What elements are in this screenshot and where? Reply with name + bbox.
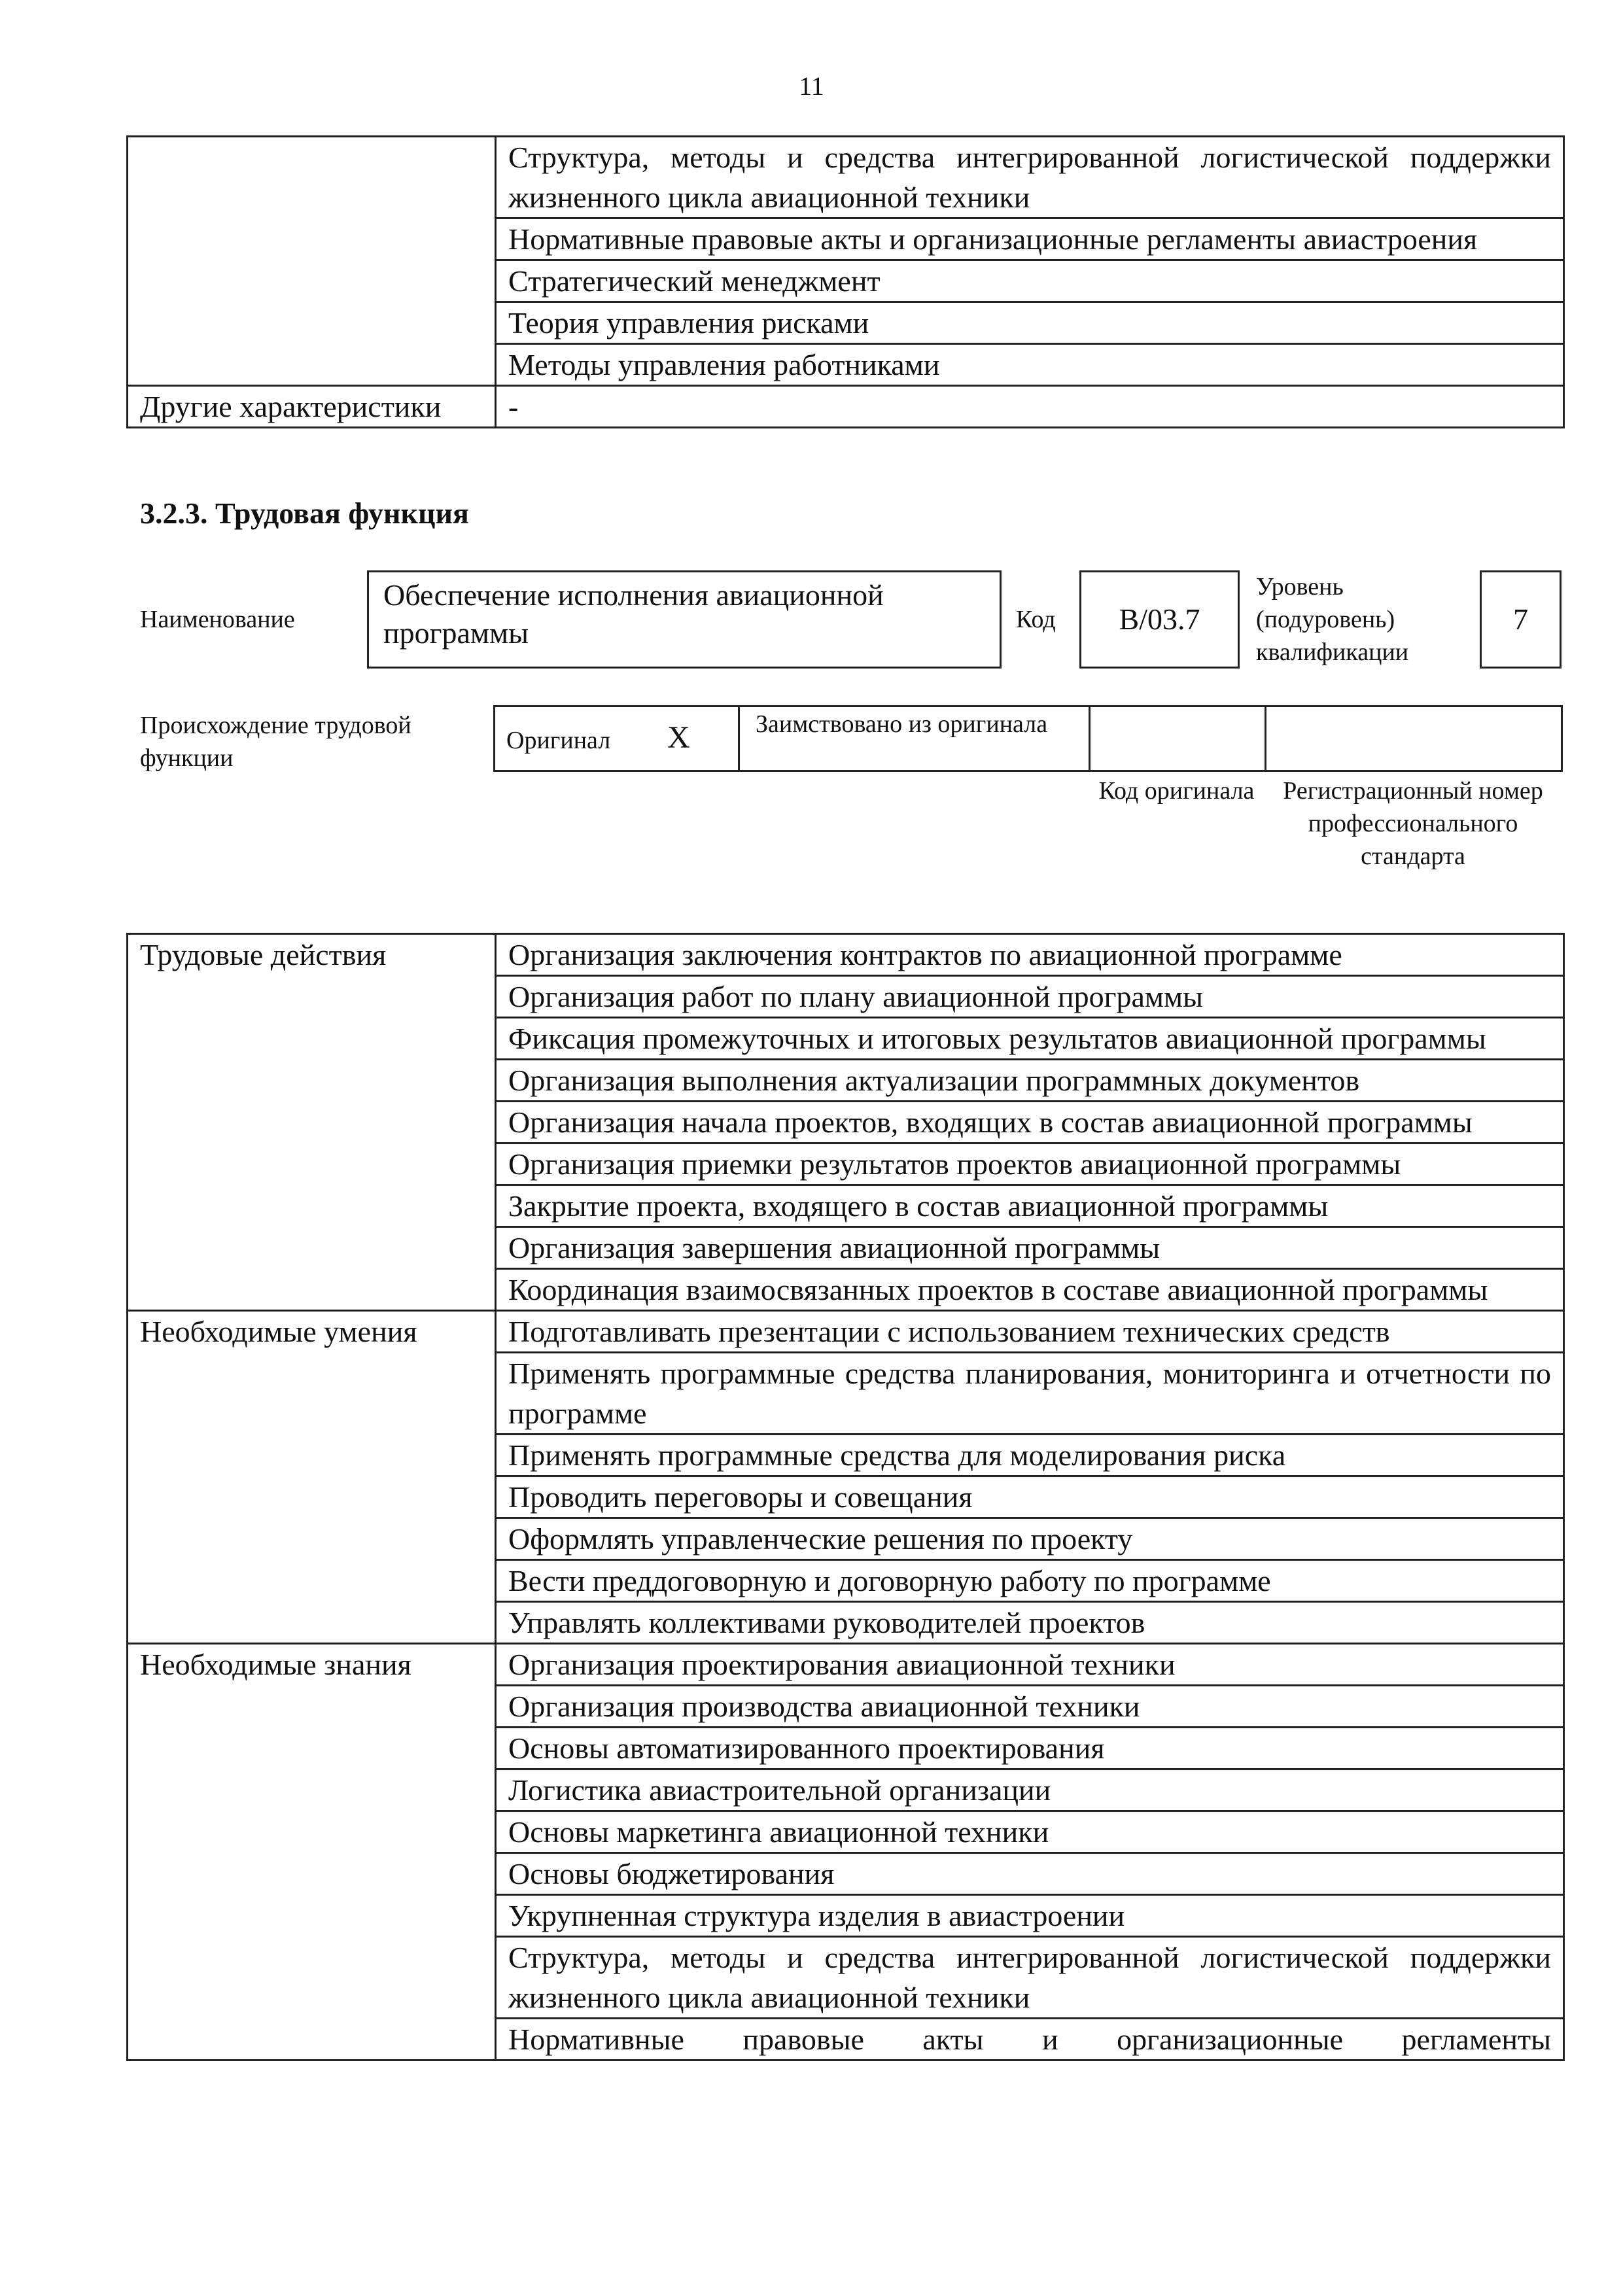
table-cell: Организация завершения авиационной программы	[496, 1227, 1564, 1269]
table-cell: Закрытие проекта, входящего в состав авиационной программы	[496, 1185, 1564, 1227]
labor-function-table	[126, 933, 1565, 2061]
table-cell: Основы маркетинга авиационной техники	[496, 1811, 1564, 1853]
table-cell: Фиксация промежуточных и итоговых результатов авиационной программы	[496, 1018, 1564, 1060]
table-cell: Организация заключения контрактов по авиационной программе	[496, 934, 1564, 976]
continuation-table	[126, 135, 1565, 428]
divider	[1265, 705, 1266, 772]
table-cell: Оформлять управленческие решения по проекту	[496, 1518, 1564, 1560]
table-cell: -	[496, 386, 1564, 428]
page-number: 11	[799, 71, 824, 101]
group-label-skills: Необходимые умения	[128, 1311, 496, 1644]
group-label-actions: Трудовые действия	[128, 934, 496, 1311]
table-cell: Организация начала проектов, входящих в состав авиационной программы	[496, 1102, 1564, 1143]
level-label: Уровень (подуровень) квалификации	[1256, 573, 1409, 666]
group-label-knowledge: Необходимые знания	[128, 1644, 496, 2061]
section-title: 3.2.3. Трудовая функция	[140, 496, 469, 530]
divider	[1089, 705, 1091, 772]
code-value: B/03.7	[1119, 602, 1200, 636]
table-cell: Подготавливать презентации с использованием технических средств	[496, 1311, 1564, 1353]
code-original-caption: Код оригинала	[1098, 777, 1255, 805]
reg-number-caption: Регистрационный номер профессионального стандарта	[1283, 777, 1543, 870]
table-cell: Методы управления работниками	[496, 344, 1564, 386]
table-cell: Укрупненная структура изделия в авиастроении	[496, 1895, 1564, 1937]
origin-label: Происхождение трудовой функции	[140, 712, 411, 772]
table-row	[128, 1644, 1564, 1686]
table-cell: Организация проектирования авиационной техники	[496, 1644, 1564, 1686]
table-cell: Стратегический менеджмент	[496, 260, 1564, 302]
table-cell: Вести преддоговорную и договорную работу по программе	[496, 1560, 1564, 1602]
code-label: Код	[1016, 606, 1056, 633]
table-cell: Теория управления рисками	[496, 302, 1564, 344]
table-row	[128, 137, 1564, 218]
table-cell: Организация производства авиационной техники	[496, 1686, 1564, 1728]
function-name-value: Обеспечение исполнения авиационной программы	[383, 578, 884, 650]
table-cell: Структура, методы и средства интегрированной логистической поддержки жизненного цикла авиационной техники	[496, 1937, 1564, 2019]
table-cell: Основы бюджетирования	[496, 1853, 1564, 1895]
table-cell: Координация взаимосвязанных проектов в составе авиационной программы	[496, 1269, 1564, 1311]
table-cell: Структура, методы и средства интегрированной логистической поддержки жизненного цикла авиационной техники	[496, 137, 1564, 218]
table-cell: Организация приемки результатов проектов авиационной программы	[496, 1143, 1564, 1185]
table-cell: Нормативные правовые акты и организационные регламенты авиастроения	[496, 218, 1564, 260]
table-cell: Нормативные правовые акты и организационные регламенты	[496, 2019, 1564, 2061]
level-box	[1480, 570, 1562, 669]
table-cell: Логистика авиастроительной организации	[496, 1769, 1564, 1811]
table-cell: Применять программные средства для моделирования риска	[496, 1435, 1564, 1476]
borrowed-label: Заимствовано из оригинала	[756, 710, 1048, 738]
table-row	[128, 934, 1564, 976]
function-name-box	[367, 570, 1002, 669]
table-cell: Управлять коллективами руководителей проектов	[496, 1602, 1564, 1644]
table-cell: Применять программные средства планирования, мониторинга и отчетности по программе	[496, 1353, 1564, 1435]
table-label-cell	[128, 137, 496, 386]
name-label: Наименование	[140, 606, 295, 633]
divider	[738, 705, 740, 772]
table-cell: Основы автоматизированного проектирования	[496, 1728, 1564, 1769]
table-cell: Организация выполнения актуализации программных документов	[496, 1060, 1564, 1102]
table-cell: Проводить переговоры и совещания	[496, 1476, 1564, 1518]
table-label-cell: Другие характеристики	[128, 386, 496, 428]
original-mark: X	[667, 720, 690, 755]
table-row	[128, 1311, 1564, 1353]
table-cell: Организация работ по плану авиационной программы	[496, 976, 1564, 1018]
code-box	[1079, 570, 1240, 669]
table-row	[128, 386, 1564, 428]
level-value: 7	[1513, 602, 1528, 636]
original-label: Оригинал	[506, 727, 611, 754]
